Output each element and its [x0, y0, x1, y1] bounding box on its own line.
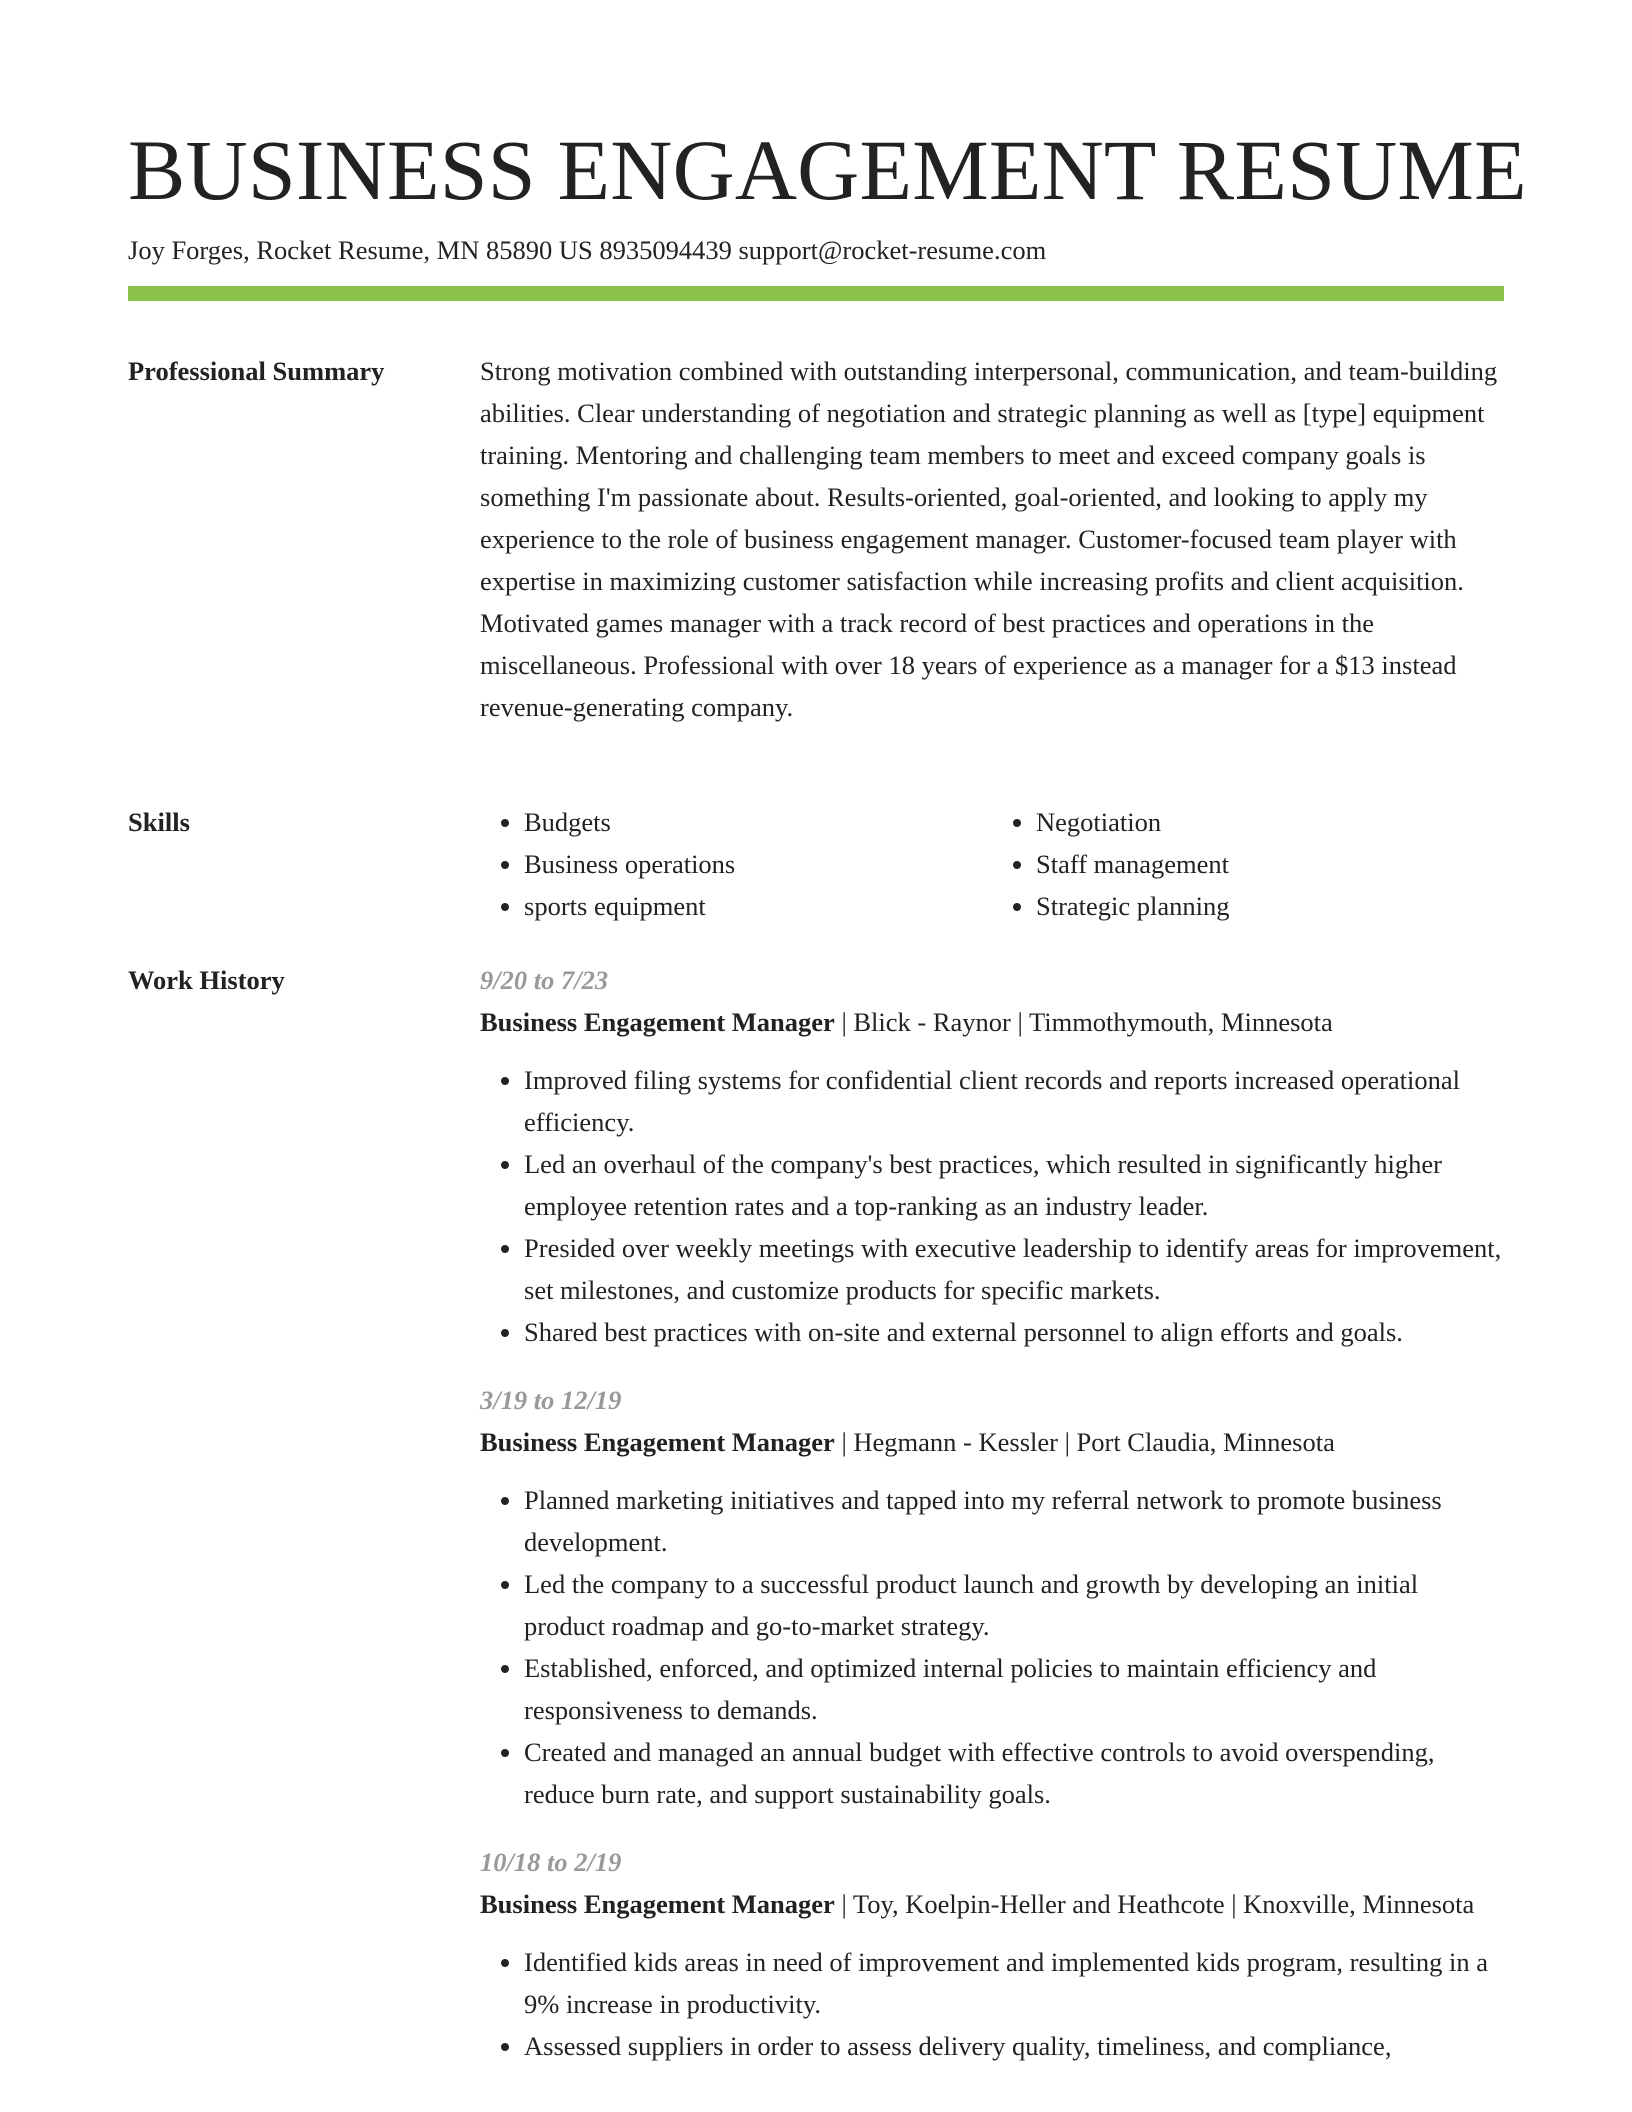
job-heading	[480, 1883, 1504, 1925]
skills-columns	[480, 801, 1504, 927]
skills-list-left	[480, 801, 992, 927]
contact-line: Joy Forges, Rocket Resume, MN 85890 US 8935094439 support@rocket-resume.com	[128, 235, 1047, 265]
job-employer-location: | Toy, Koelpin-Heller and Heathcote | Knoxville, Minnesota	[834, 1889, 1475, 1919]
job-bullet: • Assessed suppliers in order to assess delivery quality, timeliness, and compliance,	[524, 2025, 1504, 2067]
job-employer-location: | Hegmann - Kessler | Port Claudia, Minnesota	[834, 1427, 1335, 1457]
job-title: Business Engagement Manager	[480, 1427, 835, 1457]
job-bullet: • Led an overhaul of the company's best practices, which resulted in significantly higher employee retention rates and a top-ranking as an industry leader.	[524, 1143, 1504, 1227]
summary-heading: Professional Summary	[128, 356, 385, 386]
job-entry	[480, 1841, 1504, 2067]
accent-divider	[128, 286, 1504, 301]
skills-heading: Skills	[128, 807, 190, 837]
job-bullet: • Improved filing systems for confidential client records and reports increased operational efficiency.	[524, 1059, 1504, 1143]
skills-list-right	[992, 801, 1504, 927]
job-entry	[480, 1379, 1504, 1815]
work-history-heading: Work History	[128, 965, 285, 995]
job-bullet: • Created and managed an annual budget with effective controls to avoid overspending, reduce burn rate, and support sustainability goals.	[524, 1731, 1504, 1815]
skill-item: • Negotiation	[1036, 801, 1504, 843]
job-bullet: • Shared best practices with on-site and external personnel to align efforts and goals.	[524, 1311, 1504, 1353]
job-dates: 9/20 to 7/23	[480, 965, 609, 995]
skill-item: • Budgets	[524, 801, 992, 843]
summary-text: Strong motivation combined with outstanding interpersonal, communication, and team-building abilities. Clear understanding of negotiation and strategic planning as well as [type] equipment training. Mentoring and challenging team members to meet and exceed company goals is something I'm passionate about. Results-oriented, goal-oriented, and looking to apply my experience to the role of business engagement manager. Customer-focused team player with expertise in maximizing customer satisfaction while increasing profits and client acquisition. Motivated games manager with a track record of best practices and operations in the miscellaneous. Professional with over 18 years of experience as a manager for a $13 instead revenue-generating company.	[480, 356, 1498, 722]
job-employer-location: | Blick - Raynor | Timmothymouth, Minnesota	[834, 1007, 1333, 1037]
work-history-body	[480, 959, 1504, 2093]
job-bullet-list	[480, 1479, 1504, 1815]
job-dates: 10/18 to 2/19	[480, 1847, 622, 1877]
job-bullet: • Established, enforced, and optimized internal policies to maintain efficiency and responsiveness to demands.	[524, 1647, 1504, 1731]
skill-item: • Business operations	[524, 843, 992, 885]
job-bullet: • Led the company to a successful product launch and growth by developing an initial product roadmap and go-to-market strategy.	[524, 1563, 1504, 1647]
job-bullet: • Identified kids areas in need of improvement and implemented kids program, resulting in a 9% increase in productivity.	[524, 1941, 1504, 2025]
job-bullet-list	[480, 1941, 1504, 2067]
job-bullet: • Planned marketing initiatives and tapped into my referral network to promote business development.	[524, 1479, 1504, 1563]
skill-item: • Staff management	[1036, 843, 1504, 885]
job-dates: 3/19 to 12/19	[480, 1385, 622, 1415]
job-title: Business Engagement Manager	[480, 1007, 835, 1037]
summary-body	[480, 350, 1504, 728]
job-title: Business Engagement Manager	[480, 1889, 835, 1919]
job-heading	[480, 1421, 1504, 1463]
skill-item: • Strategic planning	[1036, 885, 1504, 927]
job-entry	[480, 959, 1504, 1353]
resume-title: BUSINESS ENGAGEMENT RESUME	[128, 122, 1527, 218]
skills-body	[480, 801, 1504, 927]
skill-item: • sports equipment	[524, 885, 992, 927]
job-bullet-list	[480, 1059, 1504, 1353]
job-heading	[480, 1001, 1504, 1043]
job-bullet: • Presided over weekly meetings with executive leadership to identify areas for improvement, set milestones, and customize products for specific markets.	[524, 1227, 1504, 1311]
